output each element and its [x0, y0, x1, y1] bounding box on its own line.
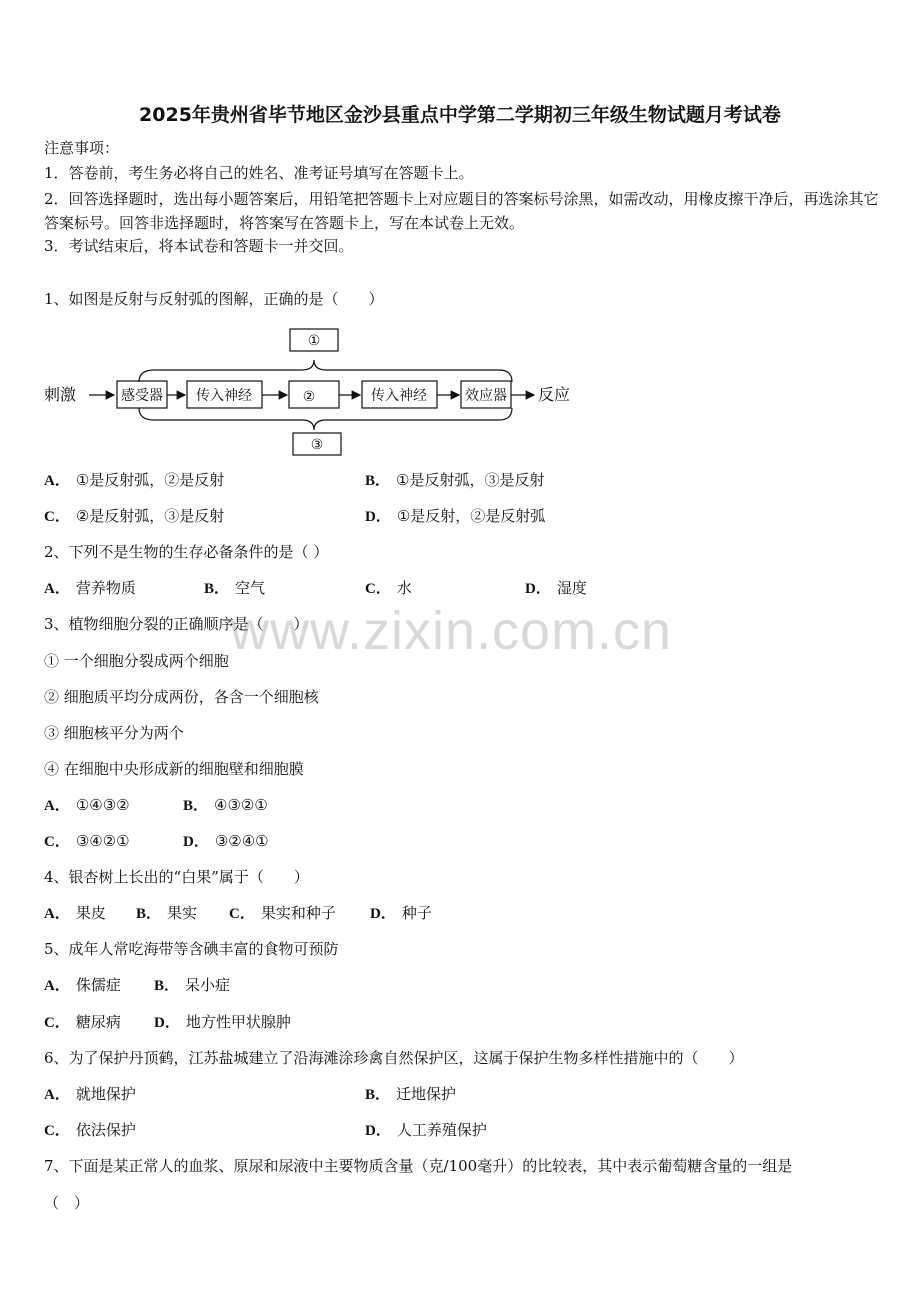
option-c[interactable] [44, 1120, 136, 1141]
top-brace [139, 360, 512, 382]
option-text: 地方性甲状腺肿 [185, 1013, 291, 1031]
option-a[interactable] [44, 903, 106, 924]
label-top: ① [307, 333, 321, 349]
option-a[interactable] [44, 975, 121, 996]
option-text: ①是反射弧，③是反射 [396, 471, 545, 489]
option-a[interactable] [44, 1084, 136, 1105]
option-letter: C． [44, 509, 70, 525]
note-item: 2．回答选择题时，选出每小题答案后，用铅笔把答题卡上对应题目的答案标号涂黑，如需改动，用橡皮擦干净后，再选涂其它答案标号。回答非选择题时，将答案写在答题卡上，写在本试卷上无效。 [44, 190, 879, 232]
option-a[interactable] [44, 578, 136, 599]
option-b[interactable] [154, 975, 230, 996]
option-text: ①④③② [75, 796, 130, 814]
step-item: ④ 在细胞中央形成新的细胞壁和细胞膜 [44, 760, 304, 778]
option-text: 就地保护 [75, 1085, 136, 1103]
notes-heading: 注意事项： [44, 139, 120, 157]
option-d[interactable] [370, 903, 432, 924]
option-letter: C． [229, 906, 255, 922]
option-text: 水 [396, 579, 412, 597]
option-letter: A． [44, 581, 70, 597]
label-effector: 效应器 [465, 388, 507, 404]
option-letter: D． [365, 509, 391, 525]
step-item: ② 细胞质平均分成两份，各含一个细胞核 [44, 688, 319, 706]
option-text: 呆小症 [185, 976, 231, 994]
option-text: 种子 [401, 904, 432, 922]
reflex-arc-diagram [44, 322, 584, 462]
option-letter: C． [365, 581, 391, 597]
option-text: 人工养殖保护 [396, 1121, 487, 1139]
option-text: 糖尿病 [75, 1013, 121, 1031]
option-text: 果皮 [75, 904, 106, 922]
option-letter: A． [44, 473, 70, 489]
option-text: ②是反射弧，③是反射 [75, 507, 225, 525]
note-item: 1．答卷前，考生务必将自己的姓名、准考证号填写在答题卡上。 [44, 164, 474, 182]
watermark: www.zixin.com.cn [230, 601, 673, 661]
option-text: ①是反射，②是反射弧 [396, 507, 546, 525]
option-letter: C． [44, 834, 70, 850]
question-stem: 6、为了保护丹顶鹤，江苏盐城建立了沿海滩涂珍禽自然保护区，这属于保护生物多样性措施中的（ ） [44, 1049, 744, 1067]
option-letter: A． [44, 978, 70, 994]
option-c[interactable] [365, 578, 412, 599]
option-c[interactable] [44, 506, 224, 527]
option-b[interactable] [136, 903, 197, 924]
label-receptor: 感受器 [121, 388, 163, 404]
option-c[interactable] [44, 831, 130, 852]
question-stem: 3、植物细胞分裂的正确顺序是（ ） [44, 615, 309, 633]
option-b[interactable] [365, 470, 544, 491]
option-b[interactable] [204, 578, 265, 599]
option-letter: D． [365, 1123, 391, 1139]
option-letter: D． [183, 834, 209, 850]
option-letter: B． [136, 906, 162, 922]
option-letter: A． [44, 798, 70, 814]
option-text: 湿度 [556, 579, 587, 597]
option-letter: A． [44, 906, 70, 922]
option-letter: B． [183, 798, 209, 814]
note-item: 3．考试结束后，将本试卷和答题卡一并交回。 [44, 237, 354, 255]
option-d[interactable] [365, 1120, 487, 1141]
bottom-brace [139, 408, 512, 430]
option-letter: C． [44, 1015, 70, 1031]
label-afferent: 传入神经 [196, 388, 252, 404]
label-response: 反应 [538, 385, 571, 404]
option-d[interactable] [365, 506, 545, 527]
option-b[interactable] [365, 1084, 456, 1105]
option-text: 营养物质 [75, 579, 136, 597]
label-efferent: 传入神经 [371, 388, 427, 404]
option-text: ①是反射弧，②是反射 [75, 471, 225, 489]
question-stem: 7、下面是某正常人的血浆、原尿和尿液中主要物质含量（克/100毫升）的比较表，其中表示葡萄糖含量的一组是 [44, 1157, 793, 1175]
question-stem: 5、成年人常吃海带等含碘丰富的食物可预防 [44, 940, 339, 958]
option-letter: D． [370, 906, 396, 922]
option-letter: B． [154, 978, 180, 994]
option-c[interactable] [229, 903, 336, 924]
option-d[interactable] [525, 578, 587, 599]
question-stem-continuation: （ ） [44, 1194, 90, 1212]
option-letter: A． [44, 1087, 70, 1103]
label-center: ② [302, 389, 316, 405]
label-stimulus: 刺激 [44, 385, 77, 404]
option-text: 迁地保护 [396, 1085, 457, 1103]
page-title: 2025年贵州省毕节地区金沙县重点中学第二学期初三年级生物试题月考试卷 [139, 104, 781, 126]
option-c[interactable] [44, 1012, 121, 1033]
option-text: 依法保护 [75, 1121, 136, 1139]
option-text: ③②④① [214, 832, 269, 850]
option-text: 侏儒症 [75, 976, 121, 994]
option-a[interactable] [44, 795, 130, 816]
option-b[interactable] [183, 795, 268, 816]
option-d[interactable] [154, 1012, 291, 1033]
option-text: ③④②① [75, 832, 130, 850]
option-a[interactable] [44, 470, 224, 491]
option-text: 果实和种子 [260, 904, 336, 922]
question-stem: 4、银杏树上长出的“白果”属于（ ） [44, 868, 309, 886]
option-letter: D． [154, 1015, 180, 1031]
question-stem: 1、如图是反射与反射弧的图解，正确的是（ ） [44, 290, 384, 308]
question-stem: 2、下列不是生物的生存必备条件的是（ ） [44, 543, 329, 561]
option-letter: C． [44, 1123, 70, 1139]
label-bottom: ③ [310, 437, 324, 453]
option-letter: B． [365, 473, 391, 489]
option-letter: B． [204, 581, 230, 597]
option-text: ④③②① [214, 796, 268, 814]
option-letter: D． [525, 581, 551, 597]
option-text: 果实 [167, 904, 198, 922]
option-text: 空气 [235, 579, 266, 597]
step-item: ③ 细胞核平分为两个 [44, 724, 184, 742]
option-letter: B． [365, 1087, 391, 1103]
option-d[interactable] [183, 831, 269, 852]
step-item: ① 一个细胞分裂成两个细胞 [44, 652, 229, 670]
